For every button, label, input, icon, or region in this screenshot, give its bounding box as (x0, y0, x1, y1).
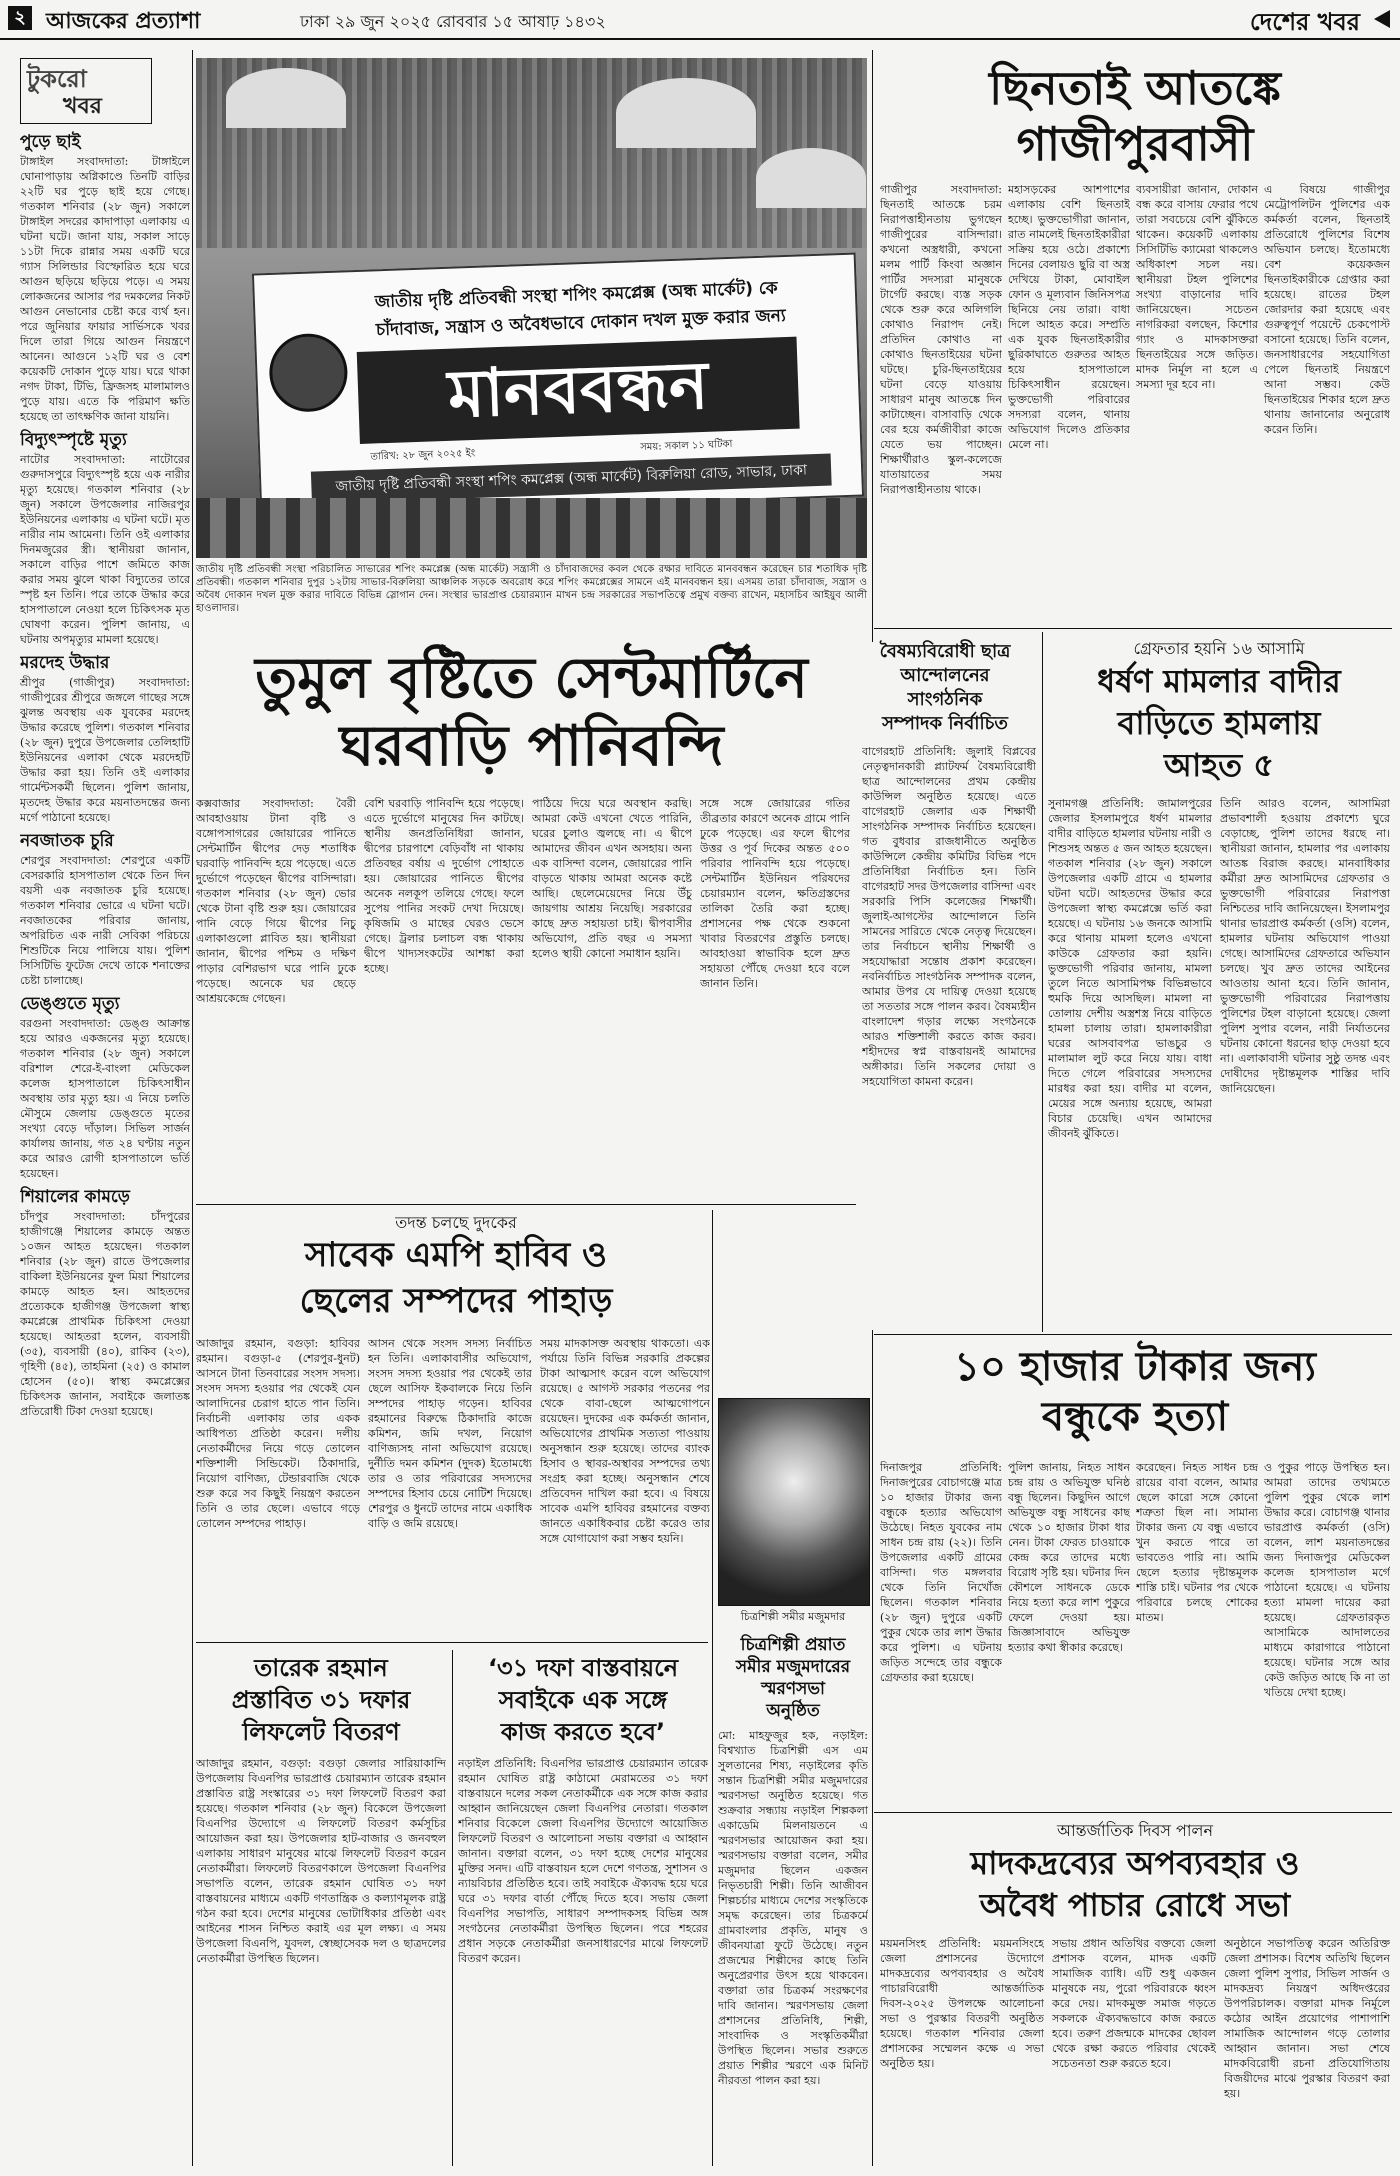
triangle-arrow-icon (1374, 10, 1390, 28)
section-rule (196, 1204, 856, 1205)
brief-body: শেরপুর সংবাদদাতা: শেরপুরে একটি বেসরকারি হাসপাতাল থেকে তিন দিন বয়সী এক নবজাতক চুরি হয়েছে। গতকাল শনিবার ভোরে এ ঘটনা ঘটে। নবজাতকের পরিবার জানায়, অপরিচিত এক নারী সেবিকা পরিচয়ে শিশুটিকে নিয়ে পালিয়ে যায়। পুলিশ সিসিটিভি ফুটেজ দেখে তাকে শনাক্তের চেষ্টা চালাচ্ছে। (20, 854, 190, 987)
story-column: পুলিশ জানায়, নিহত সাধন চন্দ্র রায় ও অভিযুক্ত ঘনিষ্ঠ বন্ধু ছিলেন। কিছুদিন আগে অভিযুক্ত বন্ধু সাধনের কাছ থেকে ১০ হাজার টাকা ধার নেন। টাকা ফেরত চাওয়াকে কেন্দ্র করে তাদের মধ্যে বিরোধ সৃষ্টি হয়। ঘটনার দিন কৌশলে সাধনকে ডেকে নিয়ে হত্যা করে লাশ পুকুরে ফেলে দেওয়া হয়। জিজ্ঞাসাবাদে অভিযুক্ত হত্যার কথা স্বীকার করেছে। (1008, 1461, 1130, 1654)
story-column: অনুষ্ঠানে সভাপতিত্ব করেন অতিরিক্ত জেলা প্রশাসক। বিশেষ অতিথি ছিলেন জেলা পুলিশ সুপার, সিভিল সার্জন ও মাদকদ্রব্য নিয়ন্ত্রণ অধিদপ্তরের উপপরিচালক। বক্তারা মাদক নির্মূলে কঠোর আইন প্রয়োগের পাশাপাশি সামাজিক আন্দোলন গড়ে তোলার আহ্বান জানান। সভা শেষে মাদকবিরোধী রচনা প্রতিযোগিতায় বিজয়ীদের মাঝে পুরস্কার বিতরণ করা হয়। (1224, 1937, 1390, 2100)
headline-line: কাজ করতে হবে’ (500, 1718, 666, 1746)
umbrella-shape (756, 148, 866, 208)
story-column: মহাসড়কের আশপাশের এলাকায় বেশি ছিনতাই হচ্ছে। ভুক্তভোগীরা জানান, রাত নামলেই ছিনতাইকারীরা সক্রিয় হয়ে ওঠে। প্রকাশ্যে দিনের বেলায়ও ছুরি বা অস্ত্র দেখিয়ে টাকা, মোবাইল ফোন ও মূল্যবান জিনিসপত্র ছিনিয়ে নেয় তারা। বাধা দিলে আহত করে। সম্প্রতি এক যুবক ছিনতাইকারীর ছুরিকাঘাতে গুরুতর আহত হয়ে হাসপাতালে চিকিৎসাধীন রয়েছেন। ভুক্তভোগী পরিবারের সদস্যরা বলেন, থানায় অভিযোগ দিলেও প্রতিকার মেলে না। (1008, 183, 1130, 451)
headline-line: বন্ধুকে হত্যা (1041, 1394, 1229, 1440)
briefs-title-line2: খবর (63, 94, 102, 119)
headline-line: ‘৩১ দফা বাস্তবায়নে (487, 1654, 679, 1682)
headline-line: বৈষম্যবিরোধী ছাত্র (879, 641, 1011, 662)
banner-date: তারিখ: ২৮ জুন ২০২৫ ইং (370, 447, 476, 463)
story-column: সভায় প্রধান অতিথির বক্তব্যে জেলা প্রশাসক বলেন, মাদক একটি সামাজিক ব্যাধি। এটি শুধু একজন মানুষকে নয়, পুরো পরিবারকে ধ্বংস করে দেয়। মাদকমুক্ত সমাজ গড়তে সকলকে ঐক্যবদ্ধভাবে কাজ করতে হবে। তরুণ প্রজন্মকে মাদকের ছোবল থেকে রক্ষা করতে পরিবার থেকেই সচেতনতা শুরু করতে হবে। (1052, 1937, 1216, 2070)
banner-line2: চাঁদাবাজ, সন্ত্রাস ও অবৈধভাবে দোকান দখল মুক্ত করার জন্য (375, 306, 787, 341)
headline-line: ধর্ষণ মামলার বাদীর (1097, 662, 1341, 700)
banner-line1: জাতীয় দৃষ্টি প্রতিবন্ধী সংস্থা শপিং কমপ্লেক্স (অন্ধ মার্কেট) কে (374, 278, 778, 313)
story-column: দিনাজপুর প্রতিনিধি: দিনাজপুরের বোচাগঞ্জে মাত্র ১০ হাজার টাকার জন্য বন্ধুকে হত্যার অভিযোগ উঠেছে। নিহত যুবকের নাম সাধন চন্দ্র রায় (২২)। তিনি উপজেলার একটি গ্রামের বাসিন্দা। গত মঙ্গলবার থেকে তিনি নিখোঁজ ছিলেন। গতকাল শনিবার (২৮ জুন) দুপুরে একটি পুকুর থেকে তার লাশ উদ্ধার করে পুলিশ। এ ঘটনায় জড়িত সন্দেহে তার বন্ধুকে গ্রেফতার করা হয়েছে। (880, 1461, 1002, 1684)
column-rule (712, 1210, 713, 2166)
brief-title: মরদেহ উদ্ধার (20, 653, 110, 673)
briefs-title-line1: টুকরো (27, 65, 87, 93)
brief-title: বিদ্যুৎস্পৃষ্টে মৃত্যু (20, 430, 127, 450)
headline-boishommo (855, 640, 1035, 736)
headline-chhintai: ছিনতাই আতঙ্কে গাজীপুরবাসী (989, 61, 1281, 171)
headline-line: স্মরণসভা (761, 1679, 825, 1699)
section-rule (874, 1812, 1392, 1813)
story-body: মো: মাহফুজুর হক, নড়াইল: বিশ্বখ্যাত চিত্রশিল্পী এস এম সুলতানের শিষ্য, নড়াইলের কৃতি সন্তান চিত্রশিল্পী সমীর মজুমদারের স্মরণসভা অনুষ্ঠিত হয়েছে। গত শুক্রবার সন্ধ্যায় নড়াইল শিল্পকলা একাডেমি মিলনায়তনে এ স্মরণসভার আয়োজন করা হয়। স্মরণসভায় বক্তারা বলেন, সমীর মজুমদার ছিলেন একজন নিভৃতচারী শিল্পী। তিনি আজীবন শিল্পচর্চার মাধ্যমে দেশের সংস্কৃতিকে সমৃদ্ধ করেছেন। তার চিত্রকর্মে গ্রামবাংলার প্রকৃতি, মানুষ ও জীবনযাত্রা ফুটে উঠেছে। নতুন প্রজন্মের শিল্পীদের কাছে তিনি অনুপ্রেরণার উৎস হয়ে থাকবেন। বক্তারা তার চিত্রকর্ম সংরক্ষণের দাবি জানান। স্মরণসভায় জেলা প্রশাসনের প্রতিনিধি, শিল্পী, সাংবাদিক ও সংস্কৃতিকর্মীরা উপস্থিত ছিলেন। সভার শুরুতে প্রয়াত শিল্পীর স্মরণে এক মিনিট নীরবতা পালন করা হয়। (718, 1729, 868, 2087)
kicker-habib: তদন্ত চলছে দুদকের (395, 1213, 517, 1232)
brief-body: নাটোর সংবাদদাতা: নাটোরের গুরুদাসপুরে বিদ্যুৎস্পৃষ্ট হয়ে এক নারীর মৃত্যু হয়েছে। গতকাল শনিবার (২৮ জুন) সকালে উপজেলার নাজিরপুর ইউনিয়নের এলাকায় এ ঘটনা ঘটে। মৃত নারীর নাম আমেনা। তিনি ওই এলাকার দিনমজুরের স্ত্রী। স্থানীয়রা জানান, সকালে বাড়ির পাশে জমিতে কাজ করার সময় ঝুলে থাকা বিদ্যুতের তারে স্পৃষ্ট হন তিনি। পরে তাকে উদ্ধার করে হাসপাতালে নেওয়া হলে চিকিৎসক মৃত ঘোষণা করেন। পুলিশ জানায়, এ ঘটনায় অপমৃত্যুর মামলা হয়েছে। (20, 453, 190, 646)
headline-line: ছেলের সম্পদের পাহাড় (299, 1281, 613, 1321)
banner-main-text: মানববন্ধন (357, 337, 800, 444)
column-rule (872, 50, 873, 642)
headline-line: সমীর মজুমদারের (735, 1657, 851, 1677)
headline-dhorshon (1048, 660, 1390, 786)
headline-line: চিত্রশিল্পী প্রয়াত (740, 1635, 846, 1655)
headline-line: আহত ৫ (1163, 746, 1275, 784)
headline-line: সম্পাদক নির্বাচিত (882, 713, 1008, 734)
page-header (0, 0, 1400, 40)
section-title: দেশের খবর (1249, 8, 1360, 36)
story-column: ব্যবসায়ীরা জানান, দোকান বন্ধ করে বাসায় ফেরার পথে তারা সবচেয়ে বেশি ঝুঁকিতে থাকেন। কয়েকটি এলাকায় সিসিটিভি ক্যামেরা থাকলেও অধিকাংশ সচল নয়। স্থানীয়রা টহল পুলিশের সংখ্যা বাড়ানোর দাবি জানিয়েছেন। সচেতন নাগরিকরা বলছেন, কিশোর গ্যাং ও মাদকাসক্তরা ছিনতাইয়ের সঙ্গে জড়িত। মাদক নির্মূল না হলে এ সমস্যা দূর হবে না। (1136, 183, 1258, 391)
news-photo (196, 58, 867, 558)
headline-madok (880, 1842, 1390, 1926)
headline-habib (196, 1232, 716, 1324)
section-rule (196, 1642, 708, 1643)
story-column: তিনি আরও বলেন, আসামিরা প্রভাবশালী হওয়ায় প্রকাশ্যে ঘুরে বেড়াচ্ছে, পুলিশ তাদের ধরছে না। স্থানীয়রা জানান, হামলার পর এলাকায় আতঙ্ক বিরাজ করছে। মানবাধিকার কর্মীরা দ্রুত আসামিদের গ্রেফতার ও ভুক্তভোগী পরিবারের নিরাপত্তা নিশ্চিতের দাবি জানিয়েছেন। ইসলামপুর থানার ভারপ্রাপ্ত কর্মকর্তা (ওসি) বলেন, হামলার ঘটনায় অভিযোগ পাওয়া গেছে। আসামিদের গ্রেফতারে অভিযান চলছে। খুব দ্রুত তাদের আইনের আওতায় আনা হবে। তিনি জানান, ভুক্তভোগী পরিবারের নিরাপত্তায় পুলিশের টহল বাড়ানো হয়েছে। জেলা পুলিশ সুপার বলেন, নারী নির্যাতনের ঘটনায় কোনো ধরনের ছাড় দেওয়া হবে না। এলাকাবাসী ঘটনার সুষ্ঠু তদন্ত এবং দোষীদের দৃষ্টান্তমূলক শাস্তির দাবি জানিয়েছেন। (1220, 797, 1390, 1095)
brief-body: টাঙ্গাইল সংবাদদাতা: টাঙ্গাইলে ঘোনাপাড়ায় অগ্নিকাণ্ডে তিনটি বাড়ির ২২টি ঘর পুড়ে ছাই হয়ে গেছে। গতকাল শনিবার (২৮ জুন) সকালে টাঙ্গাইল সদরের কাদাপাড়া এলাকায় এ ঘটনা ঘটে। জানা যায়, সকাল সাড়ে ১১টা দিকে রান্নার সময় একটি ঘরে গ্যাস সিলিন্ডার বিস্ফোরিত হয়ে ঘরে আগুন ছড়িয়ে ছড়িয়ে পড়ে। এ সময় লোকজনের আসার পর দমকলের নিকট আগুন নেভানোর চেষ্টা করে ব্যর্থ হন। পরে জুনিয়ার ফায়ার সার্ভিসকে খবর দিলে তারা গিয়ে আগুন নিয়ন্ত্রণে আনেন। আগুনে ১২টি ঘর ও বেশ কয়েকটি দোকান পুড়ে যায়। ঘরে থাকা নগদ টাকা, টিভি, ফ্রিজসহ মালামালও পুড়ে যায়। এতে কি পরিমাণ ক্ষতি হয়েছে তা তাৎক্ষণিক জানা যায়নি। (20, 155, 190, 423)
headline-line: ১০ হাজার টাকার জন্য (954, 1344, 1316, 1390)
brief-title: পুড়ে ছাই (20, 132, 81, 152)
headline-line: আন্দোলনের (900, 665, 990, 686)
organization-seal (268, 332, 349, 413)
headline-line: ঘরবাড়ি পানিবন্দি (339, 714, 724, 779)
story-column: সঙ্গে সঙ্গে জোয়ারের গতির তীব্রতার কারণে অনেক গ্রামে পানি ঢুকে পড়েছে। এর ফলে দ্বীপের উত্তর ও পূর্ব দিকের অন্তত ৫০০ পরিবার পানিবন্দি হয়ে পড়েছে। সেন্টমার্টিন ইউনিয়ন পরিষদের চেয়ারম্যান বলেন, ক্ষতিগ্রস্তদের তালিকা তৈরি করা হচ্ছে। প্রশাসনের পক্ষ থেকে শুকনো খাবার বিতরণের প্রস্তুতি চলছে। আবহাওয়া স্বাভাবিক হলে দ্রুত সহায়তা পৌঁছে দেওয়া হবে বলে জানান তিনি। (700, 797, 850, 990)
story-body: আজাদুর রহমান, বগুড়া: বগুড়া জেলার সারিয়াকান্দি উপজেলায় বিএনপির ভারপ্রাপ্ত চেয়ারম্যান তারেক রহমান প্রস্তাবিত রাষ্ট্র সংস্কারের ৩১ দফা লিফলেট বিতরণ করা হয়েছে। গতকাল শনিবার (২৮ জুন) বিকেলে উপজেলা বিএনপির উদ্যোগে এ লিফলেট বিতরণ কর্মসূচির আয়োজন করা হয়। উপজেলার হাট-বাজার ও জনবহুল এলাকায় সাধারণ মানুষের মাঝে লিফলেট বিতরণ করেন নেতাকর্মীরা। লিফলেট বিতরণকালে উপজেলা বিএনপির সভাপতি বলেন, তারেক রহমান ঘোষিত ৩১ দফা বাস্তবায়নের মাধ্যমে একটি গণতান্ত্রিক ও কল্যাণমূলক রাষ্ট্র গঠন করা হবে। দেশের মানুষের ভোটাধিকার প্রতিষ্ঠা এবং আইনের শাসন নিশ্চিত করাই এর মূল লক্ষ্য। এ সময় উপজেলা বিএনপি, যুবদল, স্বেচ্ছাসেবক দল ও ছাত্রদলের নেতাকর্মীরা উপস্থিত ছিলেন। (196, 1757, 446, 1965)
column-rule (452, 1650, 453, 2166)
story-column: বেশি ঘরবাড়ি পানিবন্দি হয়ে পড়েছে। এতে দুর্ভোগে মানুষের দিন কাটছে। স্থানীয় জনপ্রতিনিধিরা জানান, দ্বীপের চারপাশে বেড়িবাঁধ না থাকায় প্রতিবছর বর্ষায় এ দুর্ভোগ পোহাতে হয়। জোয়ারের পানিতে দ্বীপের অনেক নলকূপ তলিয়ে গেছে। ফলে সুপেয় পানির সংকট দেখা দিয়েছে। কৃষিজমি ও মাছের ঘেরও ভেসে গেছে। ট্রলার চলাচল বন্ধ থাকায় দ্বীপে খাদ্যসংকটের আশঙ্কা করা হচ্ছে। (364, 797, 524, 975)
headline-31dofa (458, 1652, 708, 1748)
brief-title: নবজাতক চুরি (20, 831, 114, 851)
story-column: ও পুকুর পাড়ে উপস্থিত হন। আমরা তাদের তথ্যমতে পুলিশ পুকুর থেকে লাশ উদ্ধার করে। বোচাগঞ্জ থানার ভারপ্রাপ্ত কর্মকর্তা (ওসি) বলেন, লাশ ময়নাতদন্তের জন্য দিনাজপুর মেডিকেল কলেজ হাসপাতাল মর্গে পাঠানো হয়েছে। এ ঘটনায় হত্যা মামলা দায়ের করা হয়েছে। গ্রেফতারকৃত আসামিকে আদালতের মাধ্যমে কারাগারে পাঠানো হয়েছে। ঘটনার সঙ্গে আর কেউ জড়িত আছে কি না তা খতিয়ে দেখা হচ্ছে। (1264, 1461, 1390, 1699)
brief-body: বরগুনা সংবাদদাতা: ডেঙ্গু আক্রান্ত হয়ে আরও একজনের মৃত্যু হয়েছে। গতকাল শনিবার (২৮ জুন) সকালে বরিশাল শেরে-ই-বাংলা মেডিকেল কলেজ হাসপাতালে চিকিৎসাধীন অবস্থায় তার মৃত্যু হয়। এ নিয়ে চলতি মৌসুমে জেলায় ডেঙ্গুতে মৃতের সংখ্যা বেড়ে দাঁড়াল। সিভিল সার্জন কার্যালয় জানায়, গত ২৪ ঘণ্টায় নতুন করে আরও রোগী হাসপাতালে ভর্তি হয়েছেন। (20, 1017, 190, 1180)
briefs-box-title (20, 58, 152, 124)
column-rule (1042, 632, 1043, 1332)
headline-line: সবাইকে এক সঙ্গে (498, 1686, 668, 1714)
story-column: এ বিষয়ে গাজীপুর মেট্রোপলিটন পুলিশের এক কর্মকর্তা বলেন, ছিনতাই প্রতিরোধে পুলিশের বিশেষ অভিযান চলছে। ইতোমধ্যে বেশ কয়েকজন ছিনতাইকারীকে গ্রেপ্তার করা হয়েছে। রাতের টহল জোরদার করা হয়েছে এবং গুরুত্বপূর্ণ পয়েন্টে চেকপোস্ট বসানো হয়েছে। তিনি বলেন, জনসাধারণের সহযোগিতা পেলে ছিনতাই নিয়ন্ত্রণে আনা সম্ভব। কেউ ছিনতাইয়ের শিকার হলে দ্রুত থানায় জানানোর অনুরোধ করেন তিনি। (1264, 183, 1390, 436)
story-column: ময়মনসিংহ প্রতিনিধি: ময়মনসিংহে জেলা প্রশাসনের উদ্যোগে মাদকদ্রব্যের অপব্যবহার ও অবৈধ পাচারবিরোধী আন্তর্জাতিক দিবস-২০২৫ উপলক্ষে আলোচনা সভা ও পুরস্কার বিতরণী অনুষ্ঠিত হয়েছে। গতকাল শনিবার জেলা প্রশাসকের সম্মেলন কক্ষে এ সভা অনুষ্ঠিত হয়। (880, 1937, 1044, 2070)
headline-somir (718, 1634, 868, 1722)
story-body: বাগেরহাট প্রতিনিধি: জুলাই বিপ্লবের নেতৃত্বদানকারী প্ল্যাটফর্ম বৈষম্যবিরোধী ছাত্র আন্দোলনের প্রথম কেন্দ্রীয় কাউন্সিল অনুষ্ঠিত হয়েছে। এতে বাগেরহাট জেলার এক শিক্ষার্থী সাংগঠনিক সম্পাদক নির্বাচিত হয়েছেন। গত বুধবার রাজধানীতে অনুষ্ঠিত কাউন্সিলে কেন্দ্রীয় কমিটির বিভিন্ন পদে প্রতিনিধিরা নির্বাচিত হন। তিনি বাগেরহাট সদর উপজেলার বাসিন্দা এবং সরকারি পিসি কলেজের শিক্ষার্থী। জুলাই-আগস্টের আন্দোলনে তিনি সামনের সারিতে থেকে নেতৃত্ব দিয়েছেন। তার নির্বাচনে স্থানীয় শিক্ষার্থী ও সহযোদ্ধারা সন্তোষ প্রকাশ করেছেন। নবনির্বাচিত সাংগঠনিক সম্পাদক বলেন, আমার উপর যে দায়িত্ব দেওয়া হয়েছে তা সততার সঙ্গে পালন করব। বৈষম্যহীন বাংলাদেশ গড়ার লক্ষ্যে সংগঠনকে আরও শক্তিশালী করতে কাজ করব। শহীদদের স্বপ্ন বাস্তবায়নই আমাদের অঙ্গীকার। তিনি সকলের দোয়া ও সহযোগিতা কামনা করেন। (862, 745, 1036, 1088)
headline-line: সাবেক এমপি হাবিব ও (304, 1235, 608, 1275)
column-rule (872, 1330, 873, 2166)
brief-title: ডেঙ্গুতে মৃত্যু (20, 994, 120, 1014)
crowd-legs (196, 498, 867, 558)
story-column: আসন থেকে সংসদ সদস্য নির্বাচিত হন তিনি। এলাকাবাসীর অভিযোগ, সংসদ সদস্য হওয়ার পর থেকেই তার ছেলে আসিফ ইকবালকে নিয়ে তিনি সম্পদের পাহাড় গড়েন। হাবিবর রহমানের বিরুদ্ধে ঠিকাদারি কাজে কমিশন, জমি দখল, নিয়োগ বাণিজ্যসহ নানা অভিযোগ রয়েছে। দুর্নীতি দমন কমিশন (দুদক) ইতোমধ্যে তার ও তার পরিবারের সদস্যদের সম্পদের হিসাব চেয়ে নোটিশ দিয়েছে। শেরপুর ও ধুনটে তাদের নামে একাধিক বাড়ি ও জমি রয়েছে। (368, 1337, 532, 1530)
headline-10hazar (880, 1342, 1390, 1442)
banner-footer: জাতীয় দৃষ্টি প্রতিবন্ধী সংস্থা শপিং কমপ্লেক্স (অন্ধ মার্কেট) বিরুলিয়া রোড, সাভার, ঢাকা (311, 454, 832, 504)
paper-name: আজকের প্রত্যাশা (46, 9, 201, 34)
headline-tarek (196, 1652, 446, 1748)
story-column: আজাদুর রহমান, বগুড়া: হাবিবর রহমান। বগুড়া-৫ (শেরপুর-ধুনট) আসনে টানা তিনবারের সংসদ সদস্য। সংসদ সদস্য হওয়ার পর থেকেই যেন আলাদিনের চেরাগ হাতে পান তিনি। নির্বাচনী এলাকায় তার একক আধিপত্য প্রতিষ্ঠা করেন। দলীয় নেতাকর্মীদের নিয়ে গড়ে তোলেন শক্তিশালী সিন্ডিকেট। ঠিকাদারি, নিয়োগ বাণিজ্য, টেন্ডারবাজি থেকে শুরু করে সব কিছুই নিয়ন্ত্রণ করতেন তিনি ও তার ছেলে। এভাবে গড়ে তোলেন সম্পদের পাহাড়। (196, 1337, 360, 1530)
headline-line: সাংগঠনিক (907, 689, 983, 710)
kicker-madok: আন্তর্জাতিক দিবস পালন (1056, 1821, 1214, 1840)
protest-banner (252, 253, 864, 518)
kicker-dhorshon: গ্রেফতার হয়নি ১৬ আসামি (1133, 639, 1305, 658)
umbrella-shape (616, 78, 756, 148)
story-column: সময় মাদকাসক্ত অবস্থায় থাকতো। এক পর্যায়ে তিনি বিভিন্ন সরকারি প্রকল্পের টাকা আত্মসাৎ করেন বলে অভিযোগ রয়েছে। ৫ আগস্ট সরকার পতনের পর থেকে বাবা-ছেলে আত্মগোপনে রয়েছেন। দুদকের এক কর্মকর্তা জানান, অভিযোগের প্রাথমিক সত্যতা পাওয়ায় অনুসন্ধান শুরু হয়েছে। তাদের ব্যাংক হিসাব ও স্থাবর-অস্থাবর সম্পদের তথ্য সংগ্রহ করা হচ্ছে। অনুসন্ধান শেষে প্রতিবেদন দাখিল করা হবে। এ বিষয়ে সাবেক এমপি হাবিবর রহমানের বক্তব্য জানতে একাধিকবার চেষ্টা করেও তার সঙ্গে যোগাযোগ করা সম্ভব হয়নি। (540, 1337, 710, 1545)
story-column: কক্সবাজার সংবাদদাতা: বৈরী আবহাওয়ায় টানা বৃষ্টি ও বঙ্গোপসাগরের জোয়ারের পানিতে সেন্টমার্টিন দ্বীপের দেড় শতাধিক ঘরবাড়ি পানিবন্দি হয়ে পড়েছে। এতে দুর্ভোগে পড়েছেন দ্বীপের বাসিন্দারা। গতকাল শনিবার (২৮ জুন) ভোর থেকে টানা বৃষ্টি শুরু হয়। জোয়ারের পানি বেড়ে গিয়ে দ্বীপের নিচু এলাকাগুলো প্লাবিত হয়। স্থানীয়রা জানান, দ্বীপের পশ্চিম ও দক্ষিণ পাড়ার বেশিরভাগ ঘরে পানি ঢুকে পড়েছে। অনেকে ঘর ছেড়ে আশ্রয়কেন্দ্রে গেছেন। (196, 797, 356, 1005)
issue-date: ঢাকা ২৯ জুন ২০২৫ রোববার ১৫ আষাঢ় ১৪৩২ (300, 12, 606, 31)
story-column: করেছেন। নিহত সাধন চন্দ্র রায়ের বাবা বলেন, আমার ছেলে কারো সঙ্গে কোনো শত্রুতা ছিল না। সামান্য টাকার জন্য যে বন্ধু এভাবে খুন করতে পারে তা ভাবতেও পারি না। আমি ছেলে হত্যার দৃষ্টান্তমূলক শাস্তি চাই। ঘটনার পর থেকে পরিবারে চলছে শোকের মাতম। (1136, 1461, 1258, 1624)
brief-body: চাঁদপুর সংবাদদাতা: চাঁদপুরের হাজীগঞ্জে শিয়ালের কামড়ে অন্তত ১০জন আহত হয়েছেন। গতকাল শনিবার (২৮ জুন) রাতে উপজেলার বাকিলা ইউনিয়নের ফুল মিয়া শিয়ালের কামড়ে আহত হন। আহতদের প্রত্যেককে হাজীগঞ্জ উপজেলা স্বাস্থ্য কমপ্লেক্সে প্রাথমিক চিকিৎসা দেওয়া হয়েছে। আহতরা হলেন, ব্যবসায়ী (৩৫), ব্যবসায়ী (৪০), রাকিব (২৩), গৃহিণী (৪৫), তাহমিনা (২৫) ও কামাল হোসেন (৫০)। স্বাস্থ্য কমপ্লেক্সের চিকিৎসক জানান, সবাইকে জলাতঙ্ক প্রতিরোধী টিকা দেওয়া হয়েছে। (20, 1210, 190, 1418)
umbrella-shape (226, 68, 346, 128)
banner-time: সময়: সকাল ১১ ঘটিকা (640, 438, 733, 454)
story-column: পাঠিয়ে দিয়ে ঘরে অবস্থান করছি। আমরা কেউ এখনো খেতে পারিনি, ঘরের চুলাও জ্বলছে না। এ দ্বীপে আমাদের জীবন এখন অসহায়। অন্য এক বাসিন্দা বলেন, জোয়ারের পানি বাড়তে থাকায় আমরা অনেক কষ্টে আছি। ছেলেমেয়েদের নিয়ে উঁচু জায়গায় আশ্রয় নিয়েছি। সরকারের কাছে দ্রুত সহায়তা চাই। দ্বীপবাসীর অভিযোগ, প্রতি বছর এ সমস্যা হলেও স্থায়ী কোনো সমাধান হয়নি। (532, 797, 692, 960)
headline-line: তুমুল বৃষ্টিতে সেন্টমার্টিনে (255, 646, 808, 711)
section-rule (874, 628, 1392, 629)
headline-line: বাড়িতে হামলায় (1117, 704, 1321, 742)
brief-body: শ্রীপুর (গাজীপুর) সংবাদদাতা: গাজীপুরের শ্রীপুরে জঙ্গলে গাছের সঙ্গে ঝুলন্ত অবস্থায় এক যুবকের মরদেহ উদ্ধার করেছে পুলিশ। গতকাল শনিবার (২৮ জুন) দুপুরে উপজেলার তেলিহাটি ইউনিয়নের এলাকা থেকে মরদেহটি উদ্ধার করা হয়। তিনি ওই এলাকার গার্মেন্টসকর্মী ছিলেন। পুলিশ জানায়, মৃতদেহ উদ্ধার করে ময়নাতদন্তের জন্য মর্গে পাঠানো হয়েছে। (20, 676, 190, 824)
headline-line: তারেক রহমান (254, 1654, 388, 1682)
brief-title: শিয়ালের কামড়ে (20, 1187, 130, 1207)
story-column: সুনামগঞ্জ প্রতিনিধি: জামালপুরের জেলার ইসলামপুরে ধর্ষণ মামলার বাদীর বাড়িতে হামলার ঘটনায় নারী ও শিশুসহ অন্তত ৫ জন আহত হয়েছেন। গতকাল শনিবার (২৮ জুন) সকালে উপজেলার একটি গ্রামে এ হামলার ঘটনা ঘটে। আহতদের উদ্ধার করে উপজেলা স্বাস্থ্য কমপ্লেক্সে ভর্তি করা হয়েছে। এ ঘটনায় ১৬ জনকে আসামি করে থানায় মামলা হলেও এখনো কাউকে গ্রেফতার করা হয়নি। ভুক্তভোগী পরিবার জানায়, মামলা তুলে নিতে আসামিপক্ষ বিভিন্নভাবে হুমকি দিয়ে আসছিল। মামলা না তোলায় দেশীয় অস্ত্রশস্ত্র নিয়ে বাড়িতে হামলা চালায় তারা। হামলাকারীরা ঘরের আসবাবপত্র ভাঙচুর ও মালামাল লুট করে নিয়ে যায়। বাধা দিতে গেলে পরিবারের সদস্যদের মারধর করা হয়। বাদীর মা বলেন, মেয়ের সঙ্গে অন্যায় হয়েছে, আমরা বিচার চেয়েছি। এখন আমাদের জীবনই ঝুঁকিতে। (1048, 797, 1212, 1140)
story-body: নড়াইল প্রতিনিধি: বিএনপির ভারপ্রাপ্ত চেয়ারম্যান তারেক রহমান ঘোষিত রাষ্ট্র কাঠামো মেরামতের ৩১ দফা বাস্তবায়নে দলের সকল নেতাকর্মীকে এক সঙ্গে কাজ করার আহ্বান জানিয়েছেন জেলা বিএনপির নেতারা। গতকাল শনিবার বিকেলে জেলা বিএনপির উদ্যোগে আয়োজিত লিফলেট বিতরণ ও আলোচনা সভায় বক্তারা এ আহ্বান জানান। বক্তারা বলেন, ৩১ দফা হচ্ছে দেশের মানুষের মুক্তির সনদ। এটি বাস্তবায়ন হলে দেশে গণতন্ত্র, সুশাসন ও ন্যায়বিচার প্রতিষ্ঠিত হবে। তাই সবাইকে ঐক্যবদ্ধ হয়ে ঘরে ঘরে ৩১ দফার বার্তা পৌঁছে দিতে হবে। সভায় জেলা বিএনপির সভাপতি, সাধারণ সম্পাদকসহ বিভিন্ন অঙ্গ সংগঠনের নেতাকর্মীরা উপস্থিত ছিলেন। পরে শহরের প্রধান সড়কে নেতাকর্মীরা জনসাধারণের মাঝে লিফলেট বিতরণ করেন। (458, 1757, 708, 1965)
portrait-photo (718, 1398, 870, 1606)
headline-line: প্রস্তাবিত ৩১ দফার (231, 1686, 411, 1714)
headline-line: মাদকদ্রব্যের অপব্যবহার ও (970, 1844, 1300, 1882)
headline-line: অবৈধ পাচার রোধে সভা (979, 1886, 1291, 1924)
section-rule (874, 1334, 1392, 1335)
story-column: গাজীপুর সংবাদদাতা: ছিনতাই আতঙ্কে চরম নিরাপত্তাহীনতায় ভুগছেন গাজীপুরের বাসিন্দারা। কখনো অস্ত্রধারী, কখনো মলম পার্টি কিংবা অজ্ঞান পার্টির সদস্যরা মানুষকে টার্গেট করছে। ব্যস্ত সড়ক থেকে শুরু করে অলিগলি কোথাও নিরাপদ নেই। প্রতিদিন কোথাও না কোথাও ছিনতাইয়ের ঘটনা ঘটছে। চুরি-ছিনতাইয়ের ঘটনা বেড়ে যাওয়ায় সাধারণ মানুষ আতঙ্কে দিন কাটাচ্ছেন। বাসাবাড়ি থেকে বের হয়ে কর্মজীবীরা কাজে যেতে ভয় পাচ্ছেন। শিক্ষার্থীরাও স্কুল-কলেজে যাতায়াতের সময় নিরাপত্তাহীনতায় থাকে। (880, 183, 1002, 496)
page-number: ২ (8, 6, 32, 30)
photo-caption: জাতীয় দৃষ্টি প্রতিবন্ধী সংস্থা পরিচালিত সাভারের শপিং কমপ্লেক্স (অন্ধ মার্কেট) সন্ত্রাসী ও চাঁদাবাজদের কবল থেকে রক্ষার দাবিতে মানববন্ধন করেছেন চার শতাধিক দৃষ্টি প্রতিবন্ধী। গতকাল শনিবার দুপুর ১২টায় সাভার-বিরুলিয়া আঞ্চলিক সড়কে অবরোধ করে শপিং কমপ্লেক্সের সামনে এই মানববন্ধন হয়। এসময় তারা চাঁদাবাজ, সন্ত্রাস ও অবৈধ দোকান দখল মুক্ত করার দাবিতে বিভিন্ন স্লোগান দেন। সংস্থার ভারপ্রাপ্ত চেয়ারম্যান মাখন চন্দ্র সরকারের সভাপতিত্বে প্রমুখ বক্তব্য রাখেন, মহাসচিব আইয়ুব আলী হাওলাদার। (196, 564, 867, 614)
portrait-caption: চিত্রশিল্পী সমীর মজুমদার (740, 1610, 846, 1623)
column-rule (192, 50, 193, 2166)
briefs-column (20, 126, 190, 2166)
headline-line: অনুষ্ঠিত (766, 1701, 820, 1721)
headline-saintmartin (196, 645, 867, 781)
headline-line: লিফলেট বিতরণ (242, 1718, 400, 1746)
